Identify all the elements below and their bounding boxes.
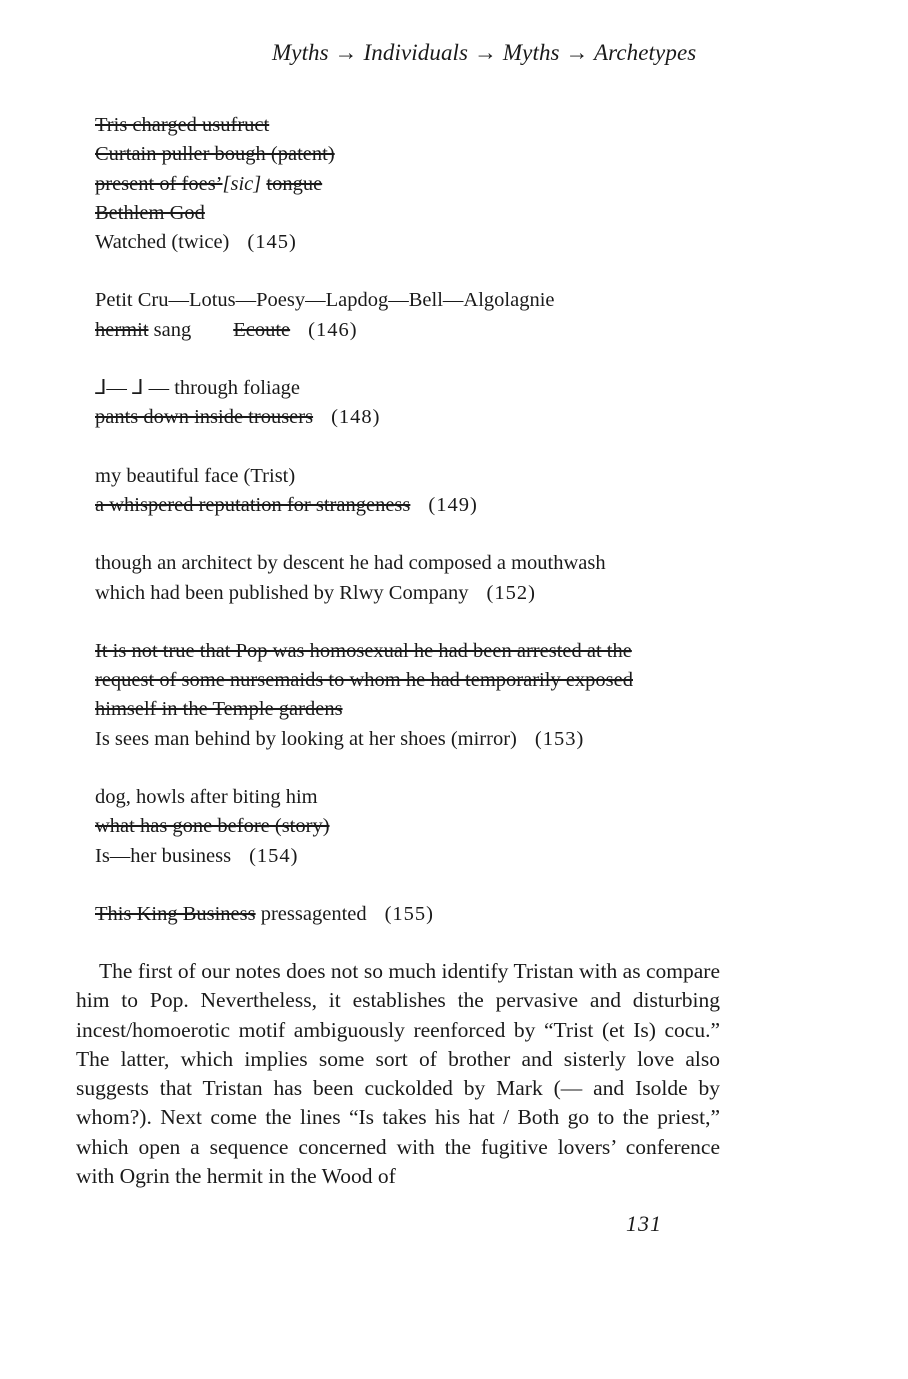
struck-text: Curtain puller bough (patent) [95, 143, 335, 166]
note-group [95, 549, 735, 608]
page-reference: (149) [428, 493, 478, 516]
note-line [95, 783, 735, 812]
note-group [95, 111, 735, 257]
note-text: sang [148, 318, 192, 341]
note-text: ⅃— ⅃ — through foliage [95, 377, 301, 400]
note-text: [sic] [222, 172, 262, 195]
note-line [95, 579, 735, 608]
note-text: though an architect by descent he had composed a mouthwash [95, 552, 606, 575]
struck-text: hermit [95, 318, 149, 341]
page-reference: (153) [534, 727, 585, 750]
note-group [95, 783, 735, 871]
note-line [95, 842, 735, 871]
note-line [95, 462, 735, 491]
page-reference: (146) [308, 318, 358, 341]
struck-text: present of foes’ [95, 172, 223, 195]
note-line [95, 374, 735, 403]
page-reference: (148) [331, 406, 381, 429]
note-group [95, 462, 735, 521]
running-head: Myths → Individuals → Myths → Archetypes [272, 40, 697, 65]
struck-text: what has gone before (story) [95, 815, 330, 838]
struck-text: Tris charged usufruct [95, 114, 270, 136]
note-group [95, 637, 735, 754]
note-line [95, 549, 735, 578]
struck-text: pants down inside trousers [95, 406, 314, 429]
note-text: Is sees man behind by looking at her shoes (mirror) [95, 727, 517, 750]
note-text: which had been published by Rlwy Company [95, 581, 469, 604]
note-line [95, 637, 735, 666]
note-line [95, 900, 735, 929]
note-text: pressagented [255, 902, 367, 925]
page-reference: (145) [247, 231, 297, 254]
note-line [95, 403, 735, 432]
struck-text: himself in the Temple gardens [95, 698, 343, 721]
draft-notes [95, 111, 735, 958]
note-line [95, 812, 735, 841]
note-line [95, 286, 735, 315]
struck-text: a whispered reputation for strangeness [95, 493, 411, 516]
note-group [95, 286, 735, 345]
struck-text: This King Business [95, 902, 256, 925]
note-line [95, 725, 735, 754]
note-text: Watched (twice) [95, 231, 230, 254]
note-text: Petit Cru—Lotus—Poesy—Lapdog—Bell—Algolagnie [95, 289, 555, 312]
note-line [95, 695, 735, 724]
struck-text: Bethlem God [95, 201, 205, 224]
struck-text: request of some nursemaids to whom he had temporarily exposed [95, 669, 633, 692]
note-line [95, 199, 735, 228]
note-text: Is—her business [95, 844, 232, 867]
note-line [95, 228, 735, 257]
struck-text: Ecoute [233, 318, 291, 341]
page-reference: (155) [384, 902, 435, 925]
struck-text: It is not true that Pop was homosexual he had been arrested at the [95, 639, 632, 662]
note-line [95, 140, 735, 169]
note-line [95, 666, 735, 695]
note-text: my beautiful face (Trist) [95, 464, 296, 487]
page-reference: (152) [486, 581, 536, 604]
struck-text: tongue [266, 172, 323, 195]
note-line [95, 111, 735, 140]
page-number: 131 [626, 1211, 662, 1236]
note-text: dog, howls after biting him [95, 786, 318, 809]
note-line [95, 170, 735, 199]
body-paragraph: The first of our notes does not so much identify Tristan with as compare him to Pop. Nevertheless, it establishes the pervasive and disturbing incest/homoerotic motif ambiguously reenforced by “Trist (et Is) cocu.” The latter, which implies some sort of brother and sisterly love also suggests that Tristan has been cuckolded by Mark (— and Isolde by whom?). Next come the lines “Is takes his hat / Both go to the priest,” which open a sequence concerned with the fugitive lovers’ conference with Ogrin the hermit in the Wood of [76, 959, 720, 1189]
note-line [95, 491, 735, 520]
note-group [95, 900, 735, 929]
page-reference: (154) [249, 844, 299, 867]
note-line [95, 316, 735, 345]
note-group [95, 374, 735, 433]
